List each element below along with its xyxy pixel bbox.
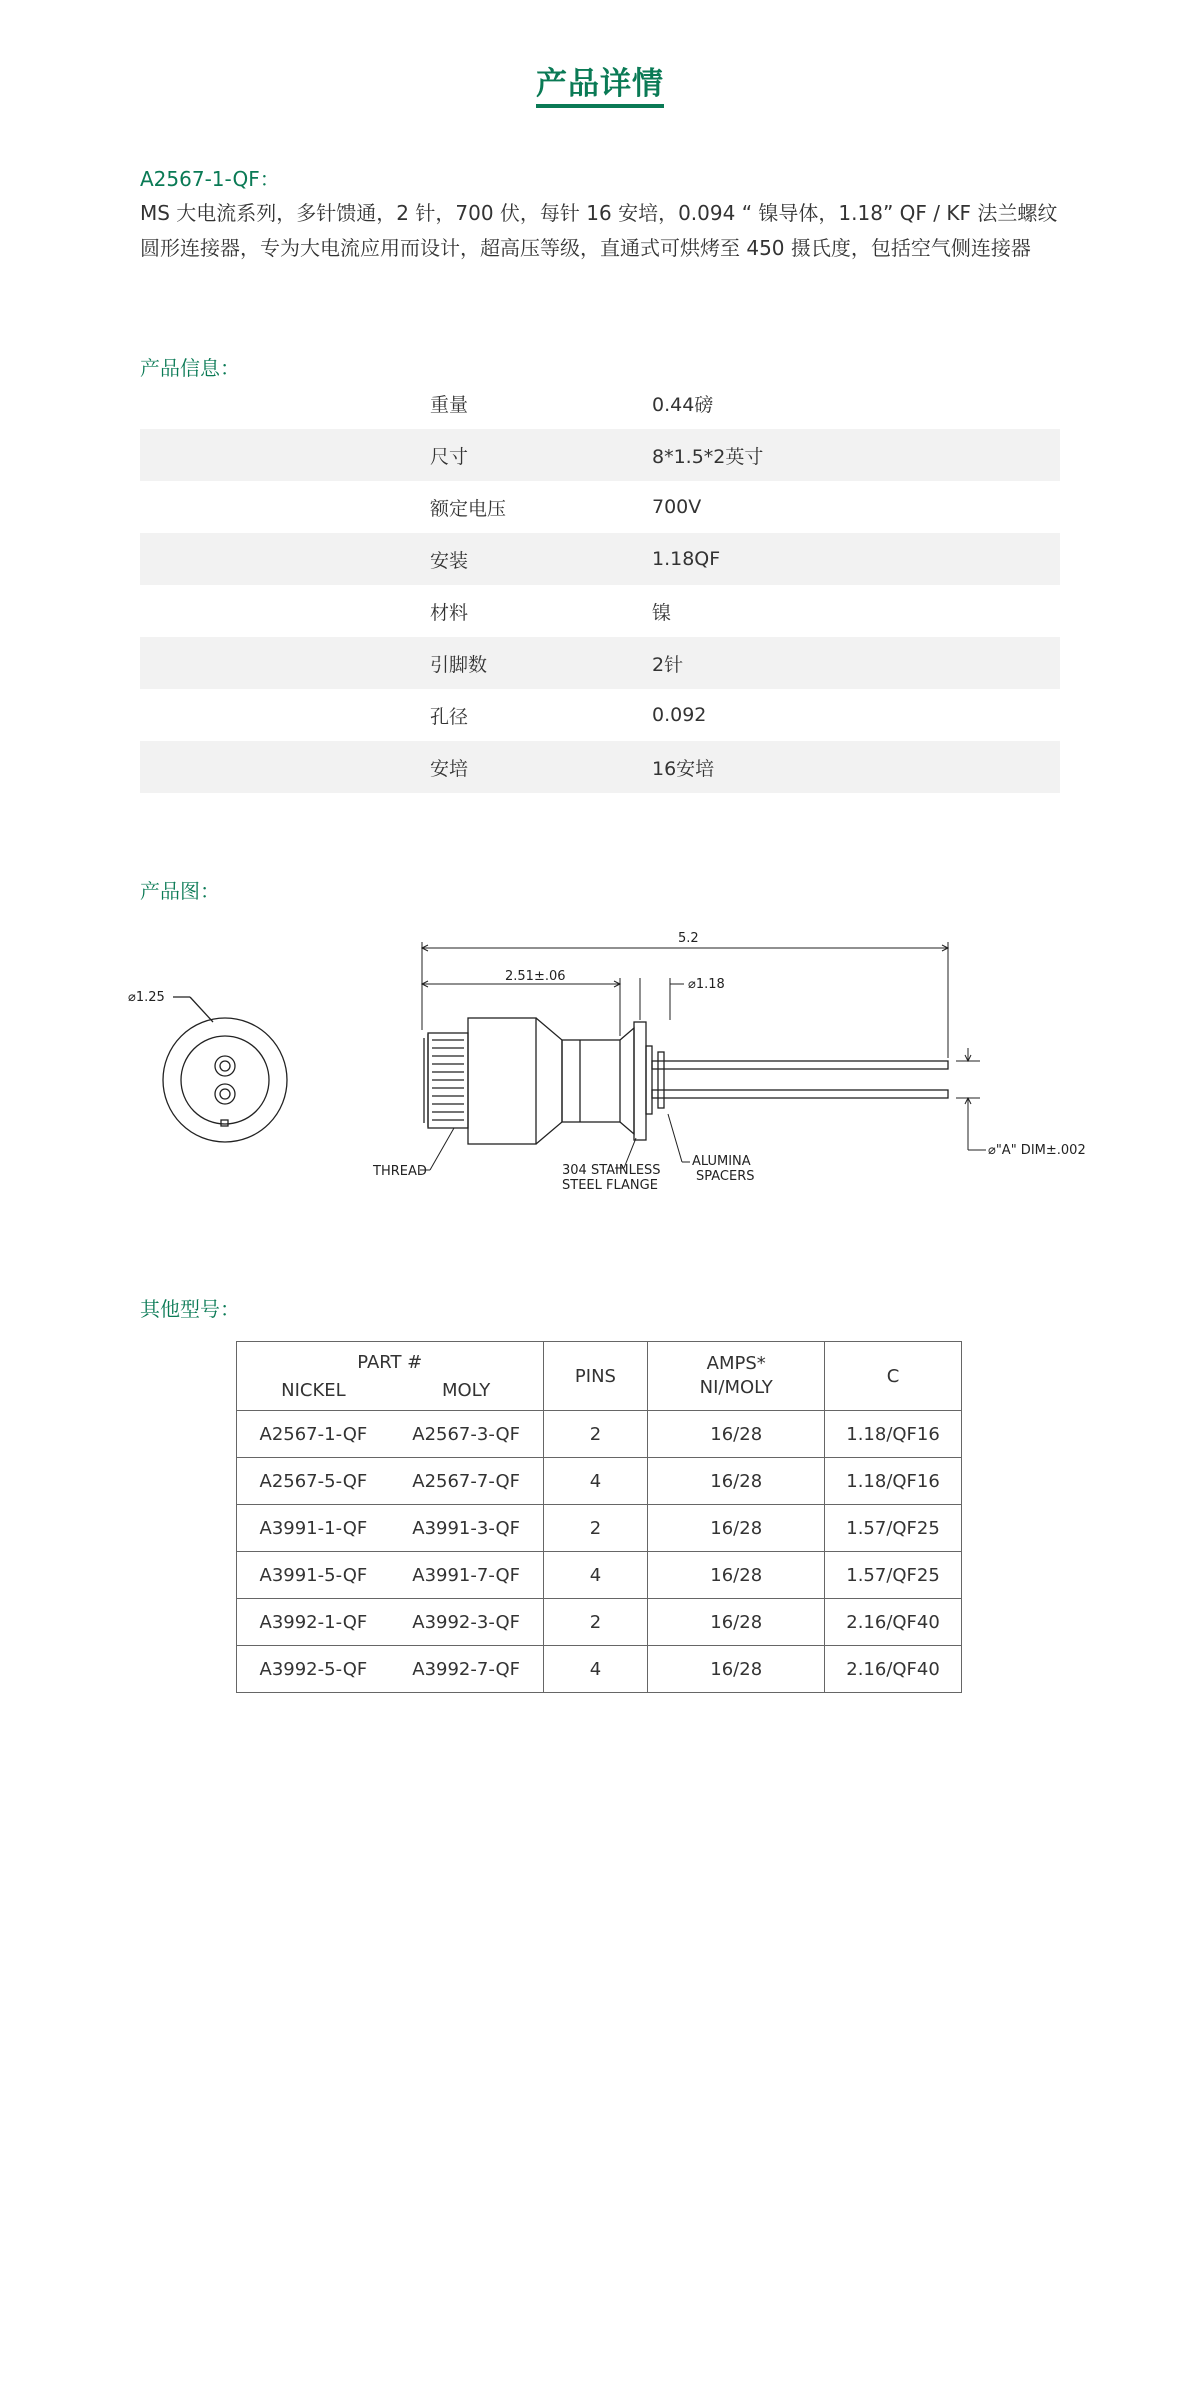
product-technical-drawing [110,918,1100,1218]
info-row-amps [140,741,1060,793]
table-row [237,1552,962,1599]
info-value: 0.092 [652,704,707,726]
info-value: 8*1.5*2英寸 [652,445,764,468]
info-row-voltage [140,481,1060,533]
info-key: 安装 [430,549,469,572]
label-flange-line1: 304 STAINLESS [562,1163,661,1178]
header-amps-line2: NI/MOLY [699,1377,773,1398]
cell-moly: A3991-7-QF [412,1564,521,1586]
info-key: 安培 [430,757,469,780]
cell-amps: 16/28 [648,1599,825,1646]
cell-amps: 16/28 [648,1458,825,1505]
cell-pins: 2 [543,1505,648,1552]
cell-nickel: A3992-5-QF [259,1658,368,1680]
info-row-size [140,429,1060,481]
title-underline [536,104,664,108]
header-part-title: PART # [357,1352,423,1373]
info-key: 孔径 [430,705,469,728]
cell-amps: 16/28 [648,1552,825,1599]
connector-end-view [163,997,287,1142]
cell-moly: A2567-7-QF [412,1470,521,1492]
info-row-weight [140,377,1060,429]
cell-moly: A3992-3-QF [412,1611,521,1633]
info-value: 2针 [652,653,684,676]
connector-pins [652,1061,948,1098]
info-value: 0.44磅 [652,393,714,416]
info-value: 镍 [652,601,672,624]
cell-c: 1.18/QF16 [825,1458,962,1505]
cell-amps: 16/28 [648,1505,825,1552]
cell-c: 1.57/QF25 [825,1552,962,1599]
info-key: 重量 [430,393,469,416]
dim-label-body-length: 2.51±.06 [505,969,566,984]
cell-amps: 16/28 [648,1646,825,1693]
models-section-heading: 其他型号： [140,1297,240,1321]
cell-c: 1.18/QF16 [825,1411,962,1458]
info-section-heading: 产品信息： [140,356,240,380]
info-key: 引脚数 [430,653,488,676]
cell-amps: 16/28 [648,1411,825,1458]
other-models-table [236,1341,962,1693]
cell-pins: 4 [543,1552,648,1599]
label-alumina-line2: SPACERS [696,1169,755,1184]
table-header-row [237,1342,962,1411]
header-moly: MOLY [441,1380,491,1401]
cell-nickel: A2567-1-QF [259,1423,368,1445]
info-key: 尺寸 [430,445,469,468]
info-value: 1.18QF [652,548,721,570]
dim-label-end-diameter: ⌀1.25 [128,990,165,1005]
model-code: A2567-1-QF： [140,167,280,191]
cell-nickel: A3991-5-QF [259,1564,368,1586]
table-row [237,1646,962,1693]
info-value: 16安培 [652,757,715,780]
connector-thread [424,1033,468,1128]
info-row-aperture [140,689,1060,741]
cell-moly: A2567-3-QF [412,1423,521,1445]
dim-label-flange-diameter: ⌀1.18 [688,977,725,992]
cell-pins: 2 [543,1411,648,1458]
product-description: MS 大电流系列，多针馈通，2 针，700 伏，每针 16 安培，0.094 “ 镍导体，1.18” QF / KF 法兰螺纹圆形连接器，专为大电流应用而设计，超高压等级，直通式可烘烤至 450 摄氏度，包括空气侧连接器 [140,201,1058,260]
cell-pins: 2 [543,1599,648,1646]
cell-nickel: A3992-1-QF [259,1611,368,1633]
info-row-pins [140,637,1060,689]
table-row [237,1505,962,1552]
label-thread: THREAD [373,1164,427,1179]
cell-pins: 4 [543,1458,648,1505]
header-amps-line1: AMPS* [706,1353,766,1374]
info-row-mounting [140,533,1060,585]
connector-body [468,1018,664,1144]
info-key: 材料 [430,601,469,624]
cell-c: 1.57/QF25 [825,1505,962,1552]
info-table [140,377,1060,793]
cell-c: 2.16/QF40 [825,1646,962,1693]
cell-nickel: A3991-1-QF [259,1517,368,1539]
info-value: 700V [652,496,702,518]
table-row [237,1411,962,1458]
dim-label-total-length: 5.2 [678,931,699,946]
page-title: 产品详情 [536,66,664,102]
drawing-section-heading: 产品图： [140,879,220,903]
header-amps [648,1342,825,1411]
table-row [237,1458,962,1505]
header-nickel: NICKEL [281,1380,346,1401]
header-part [237,1342,544,1411]
label-flange-line2: STEEL FLANGE [562,1178,658,1193]
dim-label-pin-diameter: ⌀"A" DIM±.002 [988,1143,1086,1158]
info-row-material [140,585,1060,637]
cell-moly: A3992-7-QF [412,1658,521,1680]
header-c: C [825,1342,962,1411]
cell-pins: 4 [543,1646,648,1693]
info-key: 额定电压 [430,497,507,520]
table-row [237,1599,962,1646]
header-pins: PINS [543,1342,648,1411]
cell-nickel: A2567-5-QF [259,1470,368,1492]
label-alumina-line1: ALUMINA [692,1154,751,1169]
cell-c: 2.16/QF40 [825,1599,962,1646]
cell-moly: A3991-3-QF [412,1517,521,1539]
